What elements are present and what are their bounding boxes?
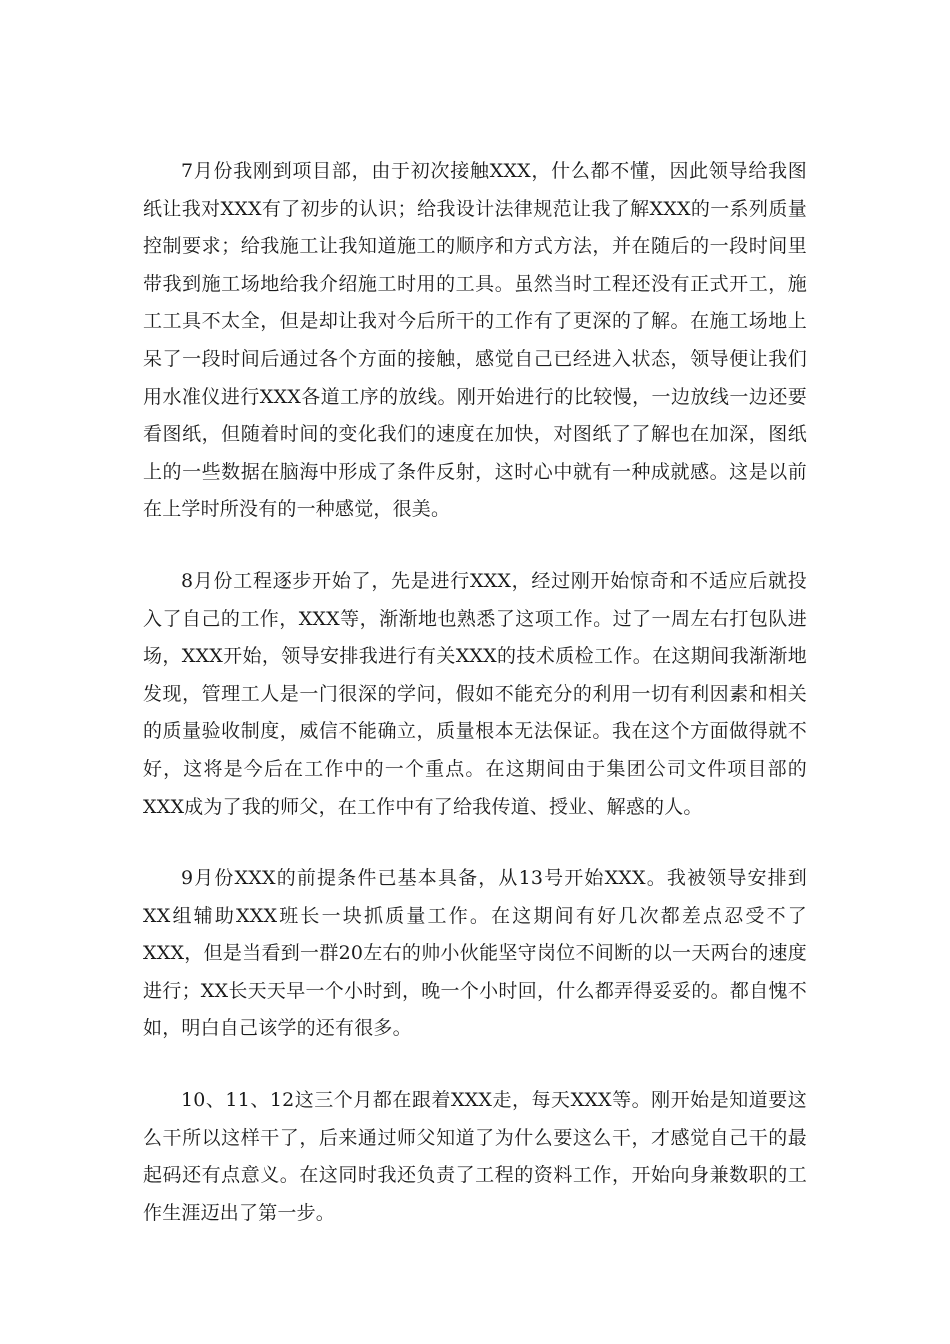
document-body bbox=[143, 153, 807, 1232]
paragraph-july: 7月份我刚到项目部，由于初次接触XXX，什么都不懂，因此领导给我图纸让我对XXX有了初步的认识；给我设计法律规范让我了解XXX的一系列质量控制要求；给我施工让我知道施工的顺序和方式方法，并在随后的一段时间里带我到施工场地给我介绍施工时用的工具。虽然当时工程还没有正式开工，施工工具不太全，但是却让我对今后所干的工作有了更深的了解。在施工场地上呆了一段时间后通过各个方面的接触，感觉自己已经进入状态，领导便让我们用水准仪进行XXX各道工序的放线。刚开始进行的比较慢，一边放线一边还要看图纸，但随着时间的变化我们的速度在加快，对图纸了了解也在加深，图纸上的一些数据在脑海中形成了条件反射，这时心中就有一种成就感。这是以前在上学时所没有的一种感觉，很美。 bbox=[143, 160, 807, 521]
paragraph-august: 8月份工程逐步开始了，先是进行XXX，经过刚开始惊奇和不适应后就投入了自己的工作，XXX等，渐渐地也熟悉了这项工作。过了一周左右打包队进场，XXX开始，领导安排我进行有关XXX的技术质检工作。在这期间我渐渐地发现，管理工人是一门很深的学问，假如不能充分的利用一切有利因素和相关的质量验收制度，威信不能确立，质量根本无法保证。我在这个方面做得就不好，这将是今后在工作中的一个重点。在这期间由于集团公司文件项目部的XXX成为了我的师父，在工作中有了给我传道、授业、解惑的人。 bbox=[143, 569, 807, 818]
paragraph-october-december: 10、11、12这三个月都在跟着XXX走，每天XXX等。刚开始是知道要这么干所以这样干了，后来通过师父知道了为什么要这么干，才感觉自己干的最起码还有点意义。在这同时我还负责了工程的资料工作，开始向身兼数职的工作生涯迈出了第一步。 bbox=[143, 1089, 807, 1224]
paragraph-september: 9月份XXX的前提条件已基本具备，从13号开始XXX。我被领导安排到XX组辅助XXX班长一块抓质量工作。在这期间有好几次都差点忍受不了XXX，但是当看到一群20左右的帅小伙能坚守岗位不间断的以一天两台的速度进行；XX长天天早一个小时到，晚一个小时回，什么都弄得妥妥的。都自愧不如，明白自己该学的还有很多。 bbox=[143, 867, 807, 1040]
